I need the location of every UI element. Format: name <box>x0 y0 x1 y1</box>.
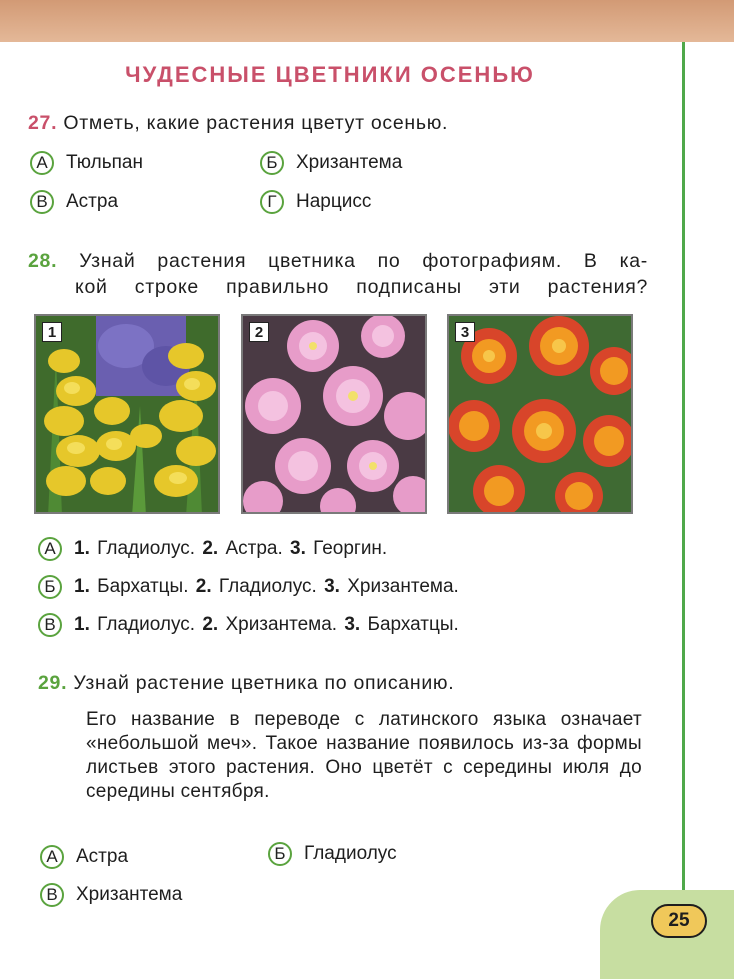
option-letter-circle: В <box>30 190 54 214</box>
question-27 <box>28 110 448 136</box>
option-label: Гладиолус <box>304 843 397 864</box>
option-letter-circle: В <box>40 883 64 907</box>
question-29 <box>38 670 454 696</box>
photo-number: 1 <box>42 322 62 342</box>
option-letter-circle: В <box>38 613 62 637</box>
q28-option-b[interactable] <box>38 575 459 599</box>
marigold-image <box>449 316 633 514</box>
q29-option-v[interactable] <box>40 883 182 907</box>
q29-option-b[interactable] <box>268 842 397 866</box>
question-text: Узнай растение цветника по описанию. <box>73 672 455 694</box>
gladiolus-image <box>36 316 220 514</box>
option-label: Астра <box>66 191 119 212</box>
option-label: Нарцисс <box>296 191 372 212</box>
page-title: ЧУДЕСНЫЕ ЦВЕТНИКИ ОСЕНЬЮ <box>125 62 535 87</box>
option-letter-circle: Б <box>38 575 62 599</box>
question-number: 29. <box>38 672 68 694</box>
top-band <box>0 0 734 42</box>
plant-description <box>86 708 642 804</box>
q28-option-v[interactable] <box>38 613 459 637</box>
option-label: 1. Гладиолус. 2. Астра. 3. Георгин. <box>74 538 388 559</box>
q27-option-g[interactable] <box>260 190 371 214</box>
question-text: Отметь, какие растения цветут осенью. <box>63 112 449 134</box>
photo-marigold <box>447 314 633 514</box>
photo-number: 3 <box>455 322 475 342</box>
q27-option-v[interactable] <box>30 190 118 214</box>
photo-gladiolus <box>34 314 220 514</box>
photo-chrysanthemum <box>241 314 427 514</box>
question-number: 28. <box>28 250 58 272</box>
question-28 <box>28 248 648 300</box>
q27-option-a[interactable] <box>30 151 143 175</box>
option-letter-circle: А <box>40 845 64 869</box>
option-label: 1. Бархатцы. 2. Гладиолус. 3. Хризантема. <box>74 576 459 597</box>
q28-option-a[interactable] <box>38 537 387 561</box>
option-label: Хризантема <box>296 152 403 173</box>
option-letter-circle: А <box>30 151 54 175</box>
q29-option-a[interactable] <box>40 845 128 869</box>
question-text-line1: Узнай растения цветника по фотографиям. В ка- <box>79 250 648 272</box>
option-letter-circle: А <box>38 537 62 561</box>
q27-option-b[interactable] <box>260 151 402 175</box>
photo-number: 2 <box>249 322 269 342</box>
option-label: Тюльпан <box>66 152 143 173</box>
question-text-line2: кой строке правильно подписаны эти растения? <box>75 276 648 298</box>
question-number: 27. <box>28 112 58 134</box>
option-label: 1. Гладиолус. 2. Хризантема. 3. Бархатцы. <box>74 614 459 635</box>
description-text: Его название в переводе с латинского языка означает «небольшой меч». Такое название появилось из-за формы листьев этого растения. Оно цветёт с середины июля до середины сентября. <box>86 709 642 802</box>
page-number: 25 <box>651 904 707 938</box>
chrysanthemum-image <box>243 316 427 514</box>
margin-line <box>682 42 685 892</box>
option-letter-circle: Б <box>268 842 292 866</box>
option-label: Астра <box>76 846 129 867</box>
option-letter-circle: Г <box>260 190 284 214</box>
option-letter-circle: Б <box>260 151 284 175</box>
option-label: Хризантема <box>76 884 183 905</box>
